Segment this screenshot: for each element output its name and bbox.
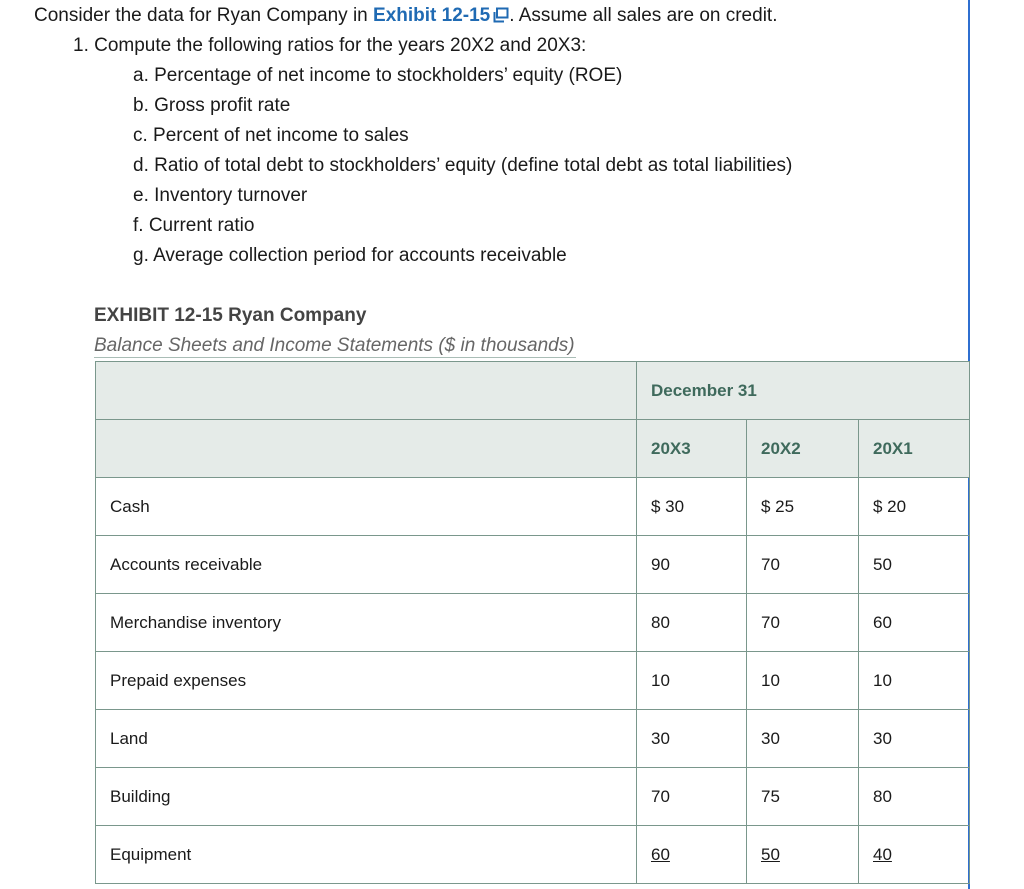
part-a: a. Percentage of net income to stockholders’ equity (ROE): [133, 65, 623, 86]
table-row: [96, 826, 970, 884]
cell-value: 70: [747, 594, 859, 652]
header-row-group: [96, 362, 970, 420]
exhibit-title: EXHIBIT 12-15 Ryan Company: [94, 305, 367, 326]
row-label: Cash: [96, 478, 637, 536]
exhibit-link[interactable]: [373, 5, 509, 26]
cell-value: [747, 826, 859, 884]
cell-value: 75: [747, 768, 859, 826]
underlined-value: 40: [873, 844, 892, 864]
underlined-value: 50: [761, 844, 780, 864]
popup-window-icon[interactable]: [493, 7, 509, 29]
balance-sheet-table: [95, 361, 970, 884]
cell-value: $ 30: [637, 478, 747, 536]
header-row-years: [96, 420, 970, 478]
intro-text: [34, 5, 777, 29]
cell-value: 10: [747, 652, 859, 710]
cell-value: 50: [859, 536, 970, 594]
header-empty-cell: [96, 362, 637, 420]
cell-value: 30: [637, 710, 747, 768]
cell-value: $ 20: [859, 478, 970, 536]
part-d: d. Ratio of total debt to stockholders’ equity (define total debt as total liabilities): [133, 155, 793, 176]
cell-value: 80: [637, 594, 747, 652]
cell-value: 80: [859, 768, 970, 826]
row-label: Prepaid expenses: [96, 652, 637, 710]
header-empty-cell: [96, 420, 637, 478]
table-row: [96, 536, 970, 594]
row-label: Accounts receivable: [96, 536, 637, 594]
underlined-value: 60: [651, 844, 670, 864]
cell-value: 70: [747, 536, 859, 594]
part-c: c. Percent of net income to sales: [133, 125, 409, 146]
cell-value: 10: [859, 652, 970, 710]
cell-value: 30: [747, 710, 859, 768]
part-f: f. Current ratio: [133, 215, 255, 236]
cell-value: [637, 826, 747, 884]
cell-value: 60: [859, 594, 970, 652]
part-b: b. Gross profit rate: [133, 95, 291, 116]
cell-value: 70: [637, 768, 747, 826]
cell-value: 30: [859, 710, 970, 768]
header-year: 20X2: [747, 420, 859, 478]
table-row: [96, 478, 970, 536]
row-label: Equipment: [96, 826, 637, 884]
cell-value: $ 25: [747, 478, 859, 536]
intro-after-link: . Assume all sales are on credit.: [509, 5, 778, 26]
exhibit-subtitle: Balance Sheets and Income Statements ($ in thousands): [94, 335, 575, 356]
header-december-31: December 31: [637, 362, 970, 420]
part-g: g. Average collection period for accounts receivable: [133, 245, 567, 266]
header-year: 20X3: [637, 420, 747, 478]
table-row: [96, 768, 970, 826]
row-label: Merchandise inventory: [96, 594, 637, 652]
intro-before-link: Consider the data for Ryan Company in: [34, 5, 374, 26]
table-row: [96, 594, 970, 652]
table-row: [96, 652, 970, 710]
cell-value: [859, 826, 970, 884]
ratio-parts-list: [133, 65, 792, 275]
table-row: [96, 710, 970, 768]
row-label: Land: [96, 710, 637, 768]
exhibit-link-label[interactable]: Exhibit 12-15: [373, 5, 491, 26]
cell-value: 90: [637, 536, 747, 594]
header-year: 20X1: [859, 420, 970, 478]
exhibit-subtitle-rule: [94, 357, 576, 358]
cell-value: 10: [637, 652, 747, 710]
part-e: e. Inventory turnover: [133, 185, 308, 206]
row-label: Building: [96, 768, 637, 826]
question-1: 1. Compute the following ratios for the years 20X2 and 20X3:: [73, 35, 587, 56]
